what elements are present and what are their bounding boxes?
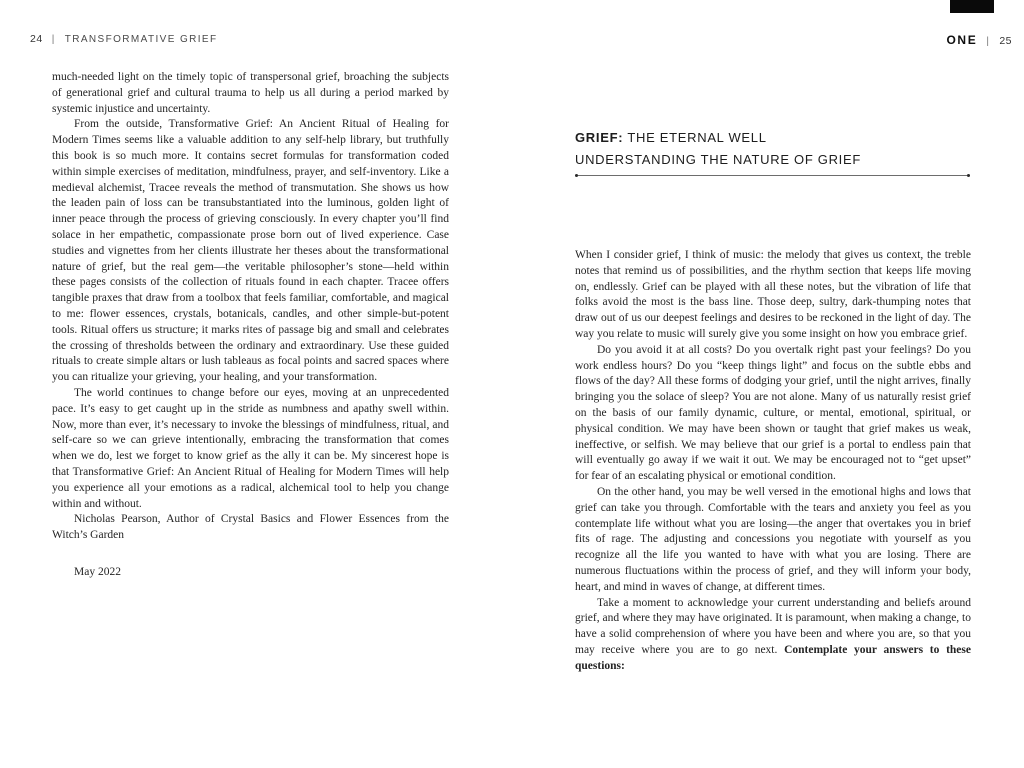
paragraph: From the outside, Transformative Grief: An Ancient Ritual of Healing for Modern Times seems like a valuable addition to any self-help library, but truthfully this book is so much more. It contains secret formulas for transformation coded within simple exercises of meditation, mindfulness, prayer, and self-inventory. Like a medieval alchemist, Tracee reveals the method of transmutation. She shows us how the leaden pain of loss can be transubstantiated into the luminous, golden light of inner peace through the process of grieving consciously. In every chapter you’ll find solace in her empathetic, compassionate prose born out of lived experience. Case studies and vignettes from her clients illustrate her theses about the transformational nature of grief, but the real gem—the veritable philosopher’s stone—held within these pages consists of the collection of rituals found in each chapter. Tracee offers tangible praxes that draw from a toolbox that feels familiar, comfortable, and magical to me: flower essences, crystals, botanicals, candles, and other simple-but-potent tools. Ritual offers us structure; it marks rites of passage big and small and celebrates the crossing of thresholds between the ordinary and extraordinary. Use these guided rituals to create simple altars or lush tableaus as focal points and sacred spaces where you can ritualize your grieving, your healing, and your transformation. [52, 118, 449, 384]
date-line: May 2022 [74, 565, 121, 578]
left-page-number: 24 [30, 33, 43, 45]
chapter-subtitle: UNDERSTANDING THE NATURE OF GRIEF [575, 152, 862, 167]
paragraph: When I consider grief, I think of music: the melody that gives us context, the treble notes that remind us of possibilities, and the rhythm section that keeps life moving on, endlessly. Grief can be played with all these notes, but the vibration of life that folks avoid the most is the bass line. Those deep, sultry, dark-thumping notes that draw out of us our deepest feelings and desires to be reckoned in the light of day. The way you relate to music will surely give you some insight on how you embrace grief. [575, 249, 971, 340]
paragraph: much-needed light on the timely topic of transpersonal grief, broaching the subjects of generational grief and cultural trauma to help us all during a period marked by systemic injustice and uncertainty. [52, 71, 449, 115]
divider-line [578, 175, 967, 176]
paragraph: On the other hand, you may be well versed in the emotional highs and lows that grief can take you through. Comfortable with the tears and anxiety you feel as you contemplate life without what you are losing—the anger that overtakes you in brief fits of rage. The adjusting and concessions you negotiate with yourself as you recognize all the life you wanted to have with what you are losing. There are numerous fluctuations within the process of grief, and they will inform your body, heart, and mind in waves of change, at different times. [575, 485, 971, 593]
right-running-head [947, 33, 1013, 47]
paragraph: The world continues to change before our eyes, moving at an unprecedented pace. It’s easy to get caught up in the stride as numbness and apathy swell within. Now, more than ever, it’s necessary to invoke the blessings of mindfulness, ritual, and self-care so we can grieve intentionally, embracing the transformation that comes when we do, lest we forget to know grief as the ally it can be. My sincerest hope is that Transformative Grief: An Ancient Ritual of Healing for Modern Times will help you experience all your emotions as a radical, alchemical tool to help you change within and without. [52, 386, 449, 510]
running-title: TRANSFORMATIVE GRIEF [64, 34, 218, 45]
paragraph: Do you avoid it at all costs? Do you overtalk right past your feelings? Do you work endless hours? Do you “keep things light” and focus on the subtle ebbs and flows of the day? All these forms of dodging your grief, until the night arrives, finally bringing you the solace of sleep? You are not alone. Many of us naturally resist grief on the basis of our family dynamic, culture, or mental, emotional, spiritual, or physical condition. We may have been shown or taught that grief makes us weak, ineffective, or selfish. We may believe that our grief is a portal to endless pain that will eventually go away if we wait it out. We may be encouraged not to “get upset” for fear of an escalating physical or emotional condition. [575, 343, 971, 483]
closing-text: Take a moment to acknowledge your current understanding and beliefs around grief, and where they may have originated. It is paramount, when making a change, to have a solid comprehension of where you have been and where you are, so that you may receive where you are to go next. [575, 596, 971, 656]
signature-paragraph: Nicholas Pearson, Author of Crystal Basics and Flower Essences from the Witch’s Garden [52, 513, 449, 542]
left-header-divider: | [51, 34, 56, 45]
closing-paragraph [575, 596, 971, 675]
right-page-body [575, 248, 971, 675]
chapter-title-rest: THE ETERNAL WELL [623, 130, 767, 145]
chapter-tab-marker [950, 0, 994, 13]
left-running-head [30, 33, 218, 45]
divider-dot-right [967, 174, 970, 177]
chapter-title-line1 [575, 127, 975, 149]
title-divider [575, 174, 970, 177]
right-page-number: 25 [999, 35, 1012, 47]
chapter-title [575, 127, 975, 171]
left-page-body [52, 70, 449, 581]
chapter-label: ONE [946, 33, 978, 47]
right-header-divider: | [986, 36, 991, 47]
closing-question-bold: Contemplate your answers to these questions: [575, 643, 971, 672]
chapter-title-keyword: GRIEF: [575, 130, 624, 145]
